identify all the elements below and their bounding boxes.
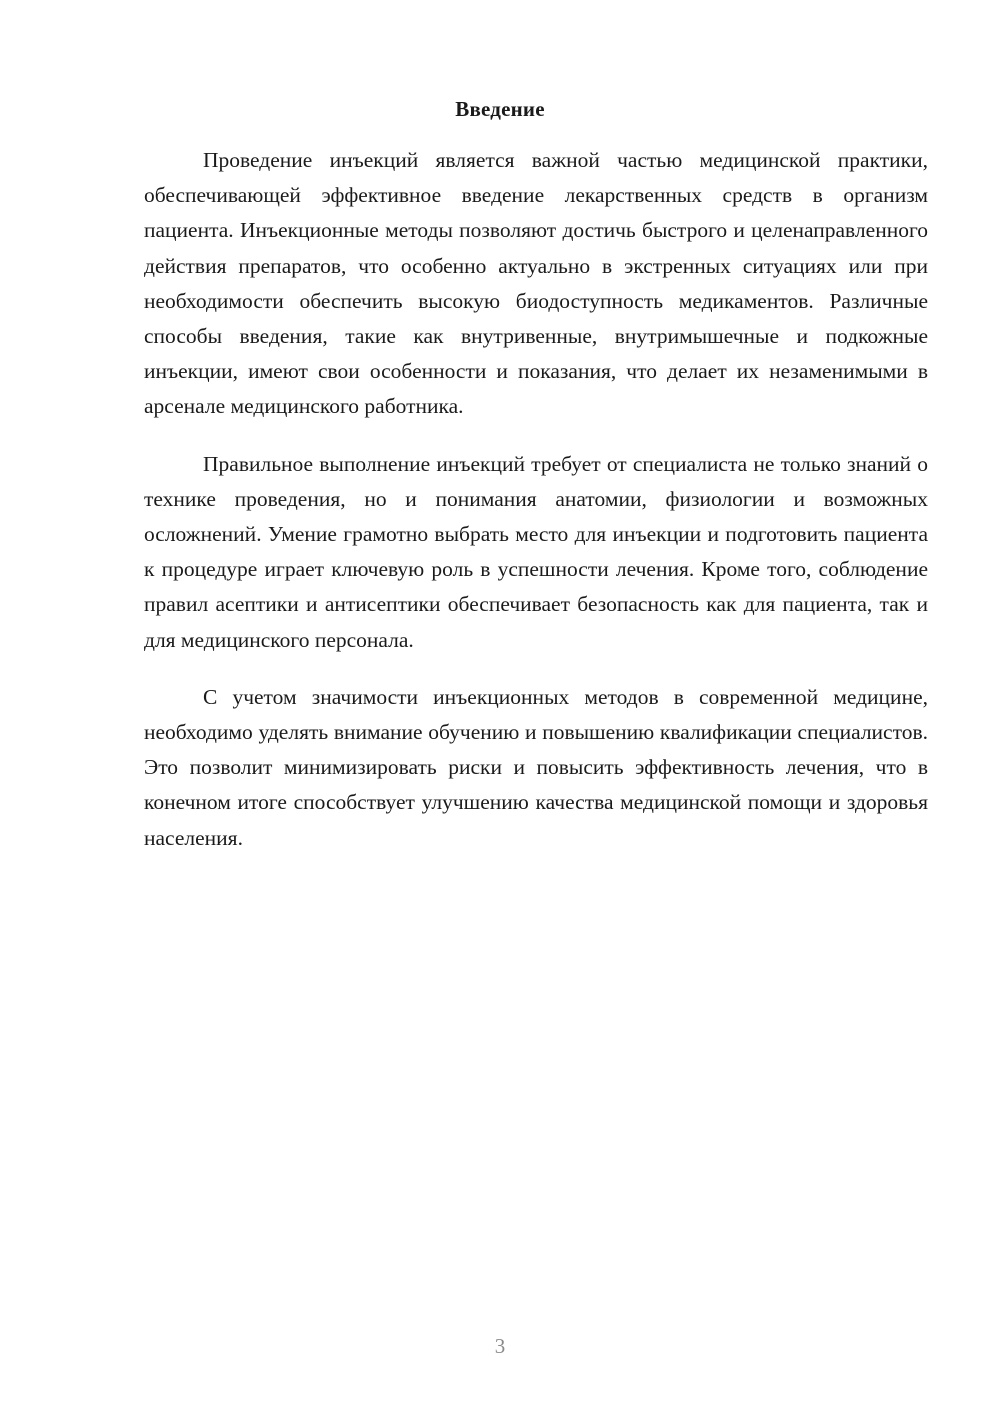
document-body <box>144 143 928 878</box>
page-title: Введение <box>455 97 545 121</box>
page-number: 3 <box>494 1334 506 1358</box>
paragraph-3: С учетом значимости инъекционных методов в современной медицине, необходимо уделять внимание обучению и повышению квалификации специалистов. Это позволит минимизировать риски и повысить эффективность лечения, что в конечном итоге способствует улучшению качества медицинской помощи и здоровья населения. <box>144 684 928 850</box>
paragraph-2: Правильное выполнение инъекций требует от специалиста не только знаний о технике проведения, но и понимания анатомии, физиологии и возможных осложнений. Умение грамотно выбрать место для инъекции и подготовить пациента к процедуре играет ключевую роль в успешности лечения. Кроме того, соблюдение правил асептики и антисептики обеспечивает безопасность как для пациента, так и для медицинского персонала. <box>144 451 928 652</box>
paragraph-1: Проведение инъекций является важной частью медицинской практики, обеспечивающей эффективное введение лекарственных средств в организм пациента. Инъекционные методы позволяют достичь быстрого и целенаправленного действия препаратов, что особенно актуально в экстренных ситуациях или при необходимости обеспечить высокую биодоступность медикаментов. Различные способы введения, такие как внутривенные, внутримышечные и подкожные инъекции, имеют свои особенности и показания, что делает их незаменимыми в арсенале медицинского работника. <box>144 148 928 419</box>
